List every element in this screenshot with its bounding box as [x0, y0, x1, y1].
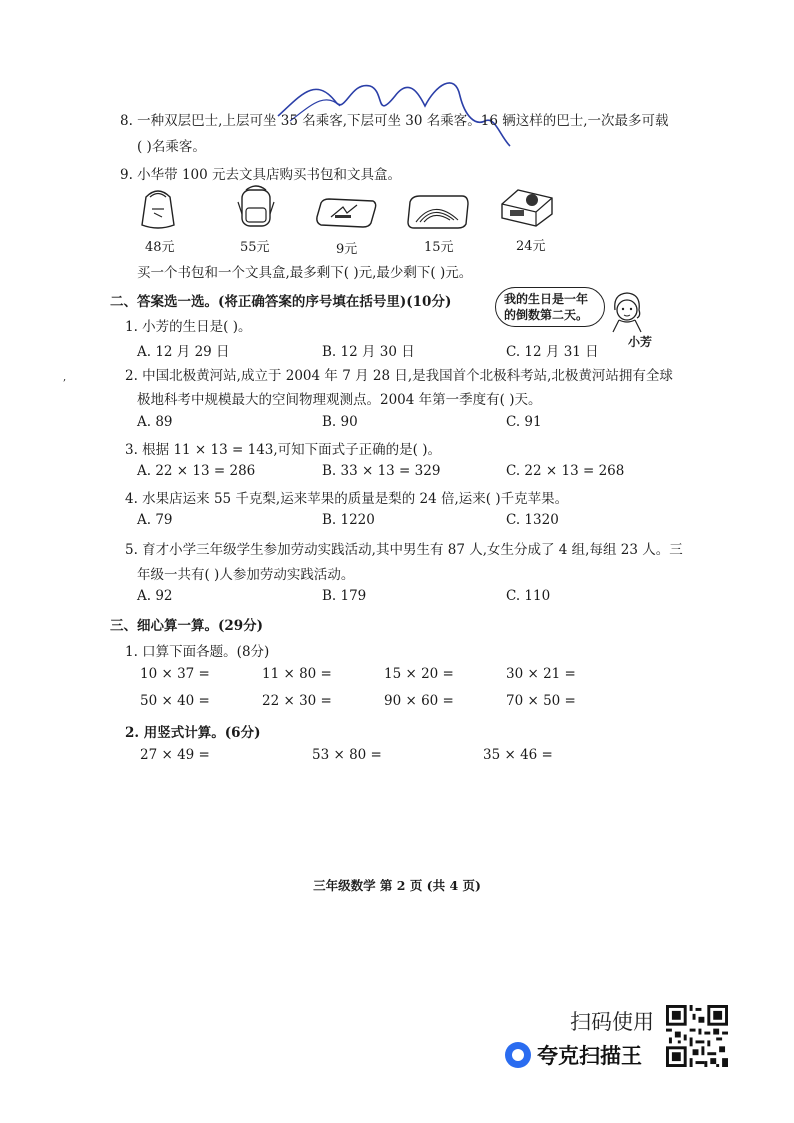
speech-bubble: 我的生日是一年的倒数第二天。	[495, 287, 605, 327]
q5-option-a: A. 92	[137, 588, 173, 604]
pencil-case-icon	[404, 192, 472, 230]
vertical-problem[interactable]: 53 × 80 =	[312, 747, 382, 763]
q3-option-a: A. 22 × 13 = 286	[137, 463, 256, 479]
oral-problem[interactable]: 22 × 30 =	[262, 693, 332, 709]
q3-option-c: C. 22 × 13 = 268	[506, 463, 625, 479]
q1-text[interactable]: 1. 小芳的生日是( )。	[125, 319, 252, 335]
q2-option-a: A. 89	[137, 414, 173, 430]
scan-label: 扫码使用	[570, 1010, 654, 1034]
section3-sub2-title: 2. 用竖式计算。(6分)	[125, 725, 261, 741]
section3-title: 三、细心算一算。(29分)	[110, 618, 264, 634]
pencil-case-icon	[498, 184, 556, 230]
q2-option-b: B. 90	[322, 414, 358, 430]
q4-text[interactable]: 4. 水果店运来 55 千克梨,运来苹果的质量是梨的 24 倍,运来( )千克苹果。	[125, 491, 569, 507]
q2-line1: 2. 中国北极黄河站,成立于 2004 年 7 月 28 日,是我国首个北极科考站,北极黄河站拥有全球	[125, 368, 673, 384]
q3-text[interactable]: 3. 根据 11 × 13 = 143,可知下面式子正确的是( )。	[125, 442, 441, 458]
q4-option-a: A. 79	[137, 512, 173, 528]
q2-line2[interactable]: 极地科考中规模最大的空间物理观测点。2004 年第一季度有( )天。	[137, 392, 542, 408]
qr-code-icon[interactable]	[666, 1005, 728, 1067]
q5-line2[interactable]: 年级一共有( )人参加劳动实践活动。	[137, 567, 355, 583]
oral-problem[interactable]: 50 × 40 =	[140, 693, 210, 709]
q9-question[interactable]: 买一个书包和一个文具盒,最多剩下( )元,最少剩下( )元。	[137, 265, 473, 281]
price-label: 55元	[240, 240, 270, 255]
price-label: 24元	[516, 239, 546, 254]
oral-problem[interactable]: 11 × 80 =	[262, 666, 332, 682]
q4-option-c: C. 1320	[506, 512, 559, 528]
oral-problem[interactable]: 10 × 37 =	[140, 666, 210, 682]
q5-line1: 5. 育才小学三年级学生参加劳动实践活动,其中男生有 87 人,女生分成了 4 组,每组 23 人。三	[125, 542, 683, 558]
girl-name-label: 小芳	[628, 335, 653, 349]
brand-row	[505, 1040, 642, 1070]
q8-line1: 8. 一种双层巴士,上层可坐 35 名乘客,下层可坐 30 名乘客。16 辆这样的巴士,一次最多可载	[120, 113, 669, 129]
oral-problem[interactable]: 15 × 20 =	[384, 666, 454, 682]
stray-mark: ,	[63, 372, 67, 383]
vertical-problem[interactable]: 27 × 49 =	[140, 747, 210, 763]
girl-avatar-icon	[607, 290, 647, 334]
vertical-problem[interactable]: 35 × 46 =	[483, 747, 553, 763]
brand-logo-icon	[505, 1042, 531, 1068]
q1-option-a: A. 12 月 29 日	[137, 344, 230, 360]
backpack-icon	[232, 182, 280, 232]
section2-title: 二、答案选一选。(将正确答案的序号填在括号里)(10分)	[110, 294, 452, 310]
backpack-icon	[136, 185, 180, 231]
oral-problem[interactable]: 90 × 60 =	[384, 693, 454, 709]
q5-option-c: C. 110	[506, 588, 551, 604]
section3-sub1-title: 1. 口算下面各题。(8分)	[125, 644, 270, 660]
price-label: 48元	[145, 240, 175, 255]
q9-title: 9. 小华带 100 元去文具店购买书包和文具盒。	[120, 167, 402, 183]
page-footer: 三年级数学 第 2 页 (共 4 页)	[313, 878, 481, 893]
oral-problem[interactable]: 70 × 50 =	[506, 693, 576, 709]
oral-problem[interactable]: 30 × 21 =	[506, 666, 576, 682]
q1-option-c: C. 12 月 31 日	[506, 344, 599, 360]
q2-option-c: C. 91	[506, 414, 542, 430]
price-label: 15元	[424, 240, 454, 255]
q1-option-b: B. 12 月 30 日	[322, 344, 415, 360]
pencil-case-icon	[313, 195, 379, 231]
brand-name: 夸克扫描王	[537, 1044, 642, 1068]
q8-answer-blank[interactable]: ( )名乘客。	[137, 139, 206, 155]
q4-option-b: B. 1220	[322, 512, 375, 528]
q5-option-b: B. 179	[322, 588, 367, 604]
q3-option-b: B. 33 × 13 = 329	[322, 463, 441, 479]
price-label: 9元	[336, 242, 358, 257]
